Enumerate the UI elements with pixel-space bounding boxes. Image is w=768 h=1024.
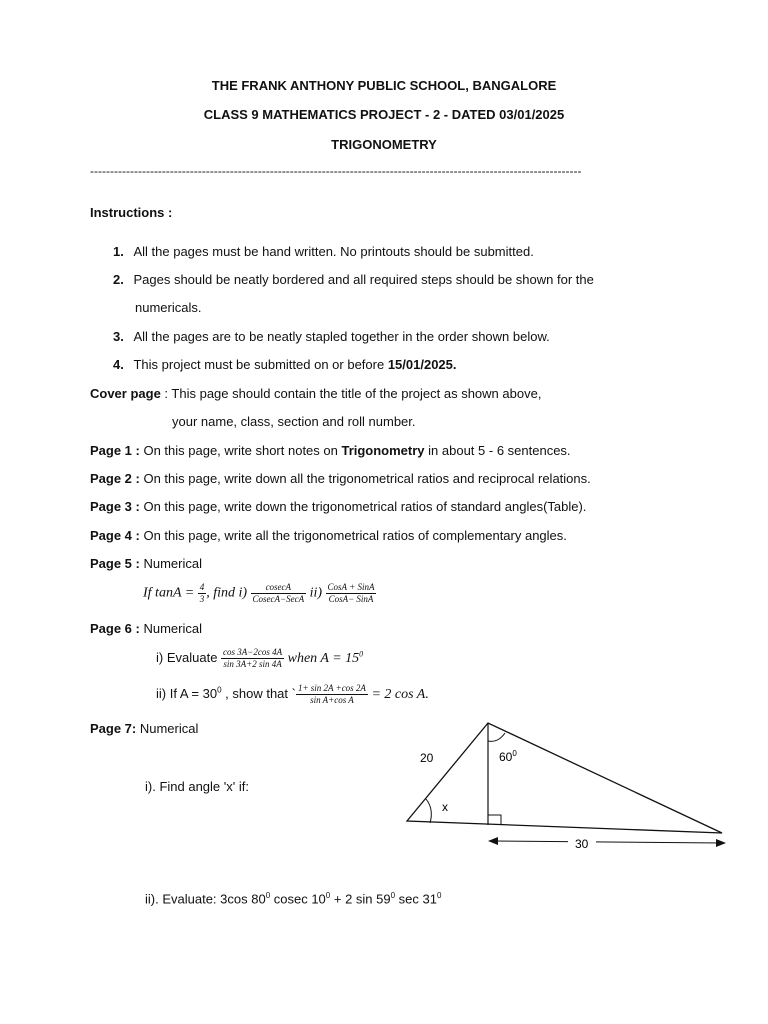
degree-sign: 0 <box>217 685 222 695</box>
page-text: Numerical <box>139 621 202 636</box>
page-7-line <box>90 721 198 736</box>
question-prefix: i) Evaluate <box>156 649 222 665</box>
page-2-line <box>90 471 591 486</box>
angle-60-arc <box>488 733 505 741</box>
page-text: On this page, write short notes on <box>139 443 342 458</box>
page-6-question-2 <box>156 683 429 706</box>
school-title: THE FRANK ANTHONY PUBLIC SCHOOL, BANGALORE <box>211 78 557 93</box>
page-text-tail: in about 5 - 6 sentences. <box>424 443 571 458</box>
item-text: All the pages must be hand written. No printouts should be submitted. <box>133 244 534 259</box>
cover-page-line <box>90 386 541 401</box>
project-title: CLASS 9 MATHEMATICS PROJECT - 2 - DATED 03/01/2025 <box>203 107 565 122</box>
item-number: 2. <box>113 272 124 287</box>
question-prefix: If tanA = <box>143 585 198 601</box>
instruction-item-2 <box>113 272 594 287</box>
angle-label-60 <box>499 749 517 764</box>
fraction-identity <box>296 683 368 706</box>
page-5-question <box>143 582 376 605</box>
arrow-right-icon <box>716 839 726 847</box>
degree-sign: 0 <box>265 891 271 900</box>
item-text: All the pages are to be neatly stapled together in the order shown below. <box>133 329 550 344</box>
item-number: 4. <box>113 357 124 372</box>
page-label: Page 5 : <box>90 556 140 571</box>
question-find: , find i) <box>206 585 248 601</box>
question-prefix: ii) If A = 30 <box>156 685 218 701</box>
numerator: cosecA <box>251 582 307 594</box>
denominator: 3 <box>199 594 205 604</box>
denominator: CosA− SinA <box>328 594 374 604</box>
keyword: Trigonometry <box>341 443 425 458</box>
page-3-line <box>90 499 586 514</box>
denominator: sin 3A+2 sin 4A <box>223 659 282 669</box>
page-text: Numerical <box>139 556 202 571</box>
numerator: 1+ sin 2A +cos 2A <box>297 683 366 693</box>
page-7-question-1: i). Find angle 'x' if: <box>145 779 249 794</box>
page-label: Page 1 : <box>90 443 140 458</box>
arrow-left-icon <box>488 837 498 845</box>
numerator: CosA + SinA <box>327 582 375 592</box>
triangle-figure <box>400 715 730 860</box>
degree-sign: 0 <box>512 749 517 758</box>
cover-label: Cover page <box>90 386 161 401</box>
question-part-ii: ii) <box>306 585 323 601</box>
cover-text-continued: your name, class, section and roll number. <box>172 414 416 429</box>
evaluate-part-1: ii). Evaluate: 3cos 80 <box>145 891 266 907</box>
instructions-heading: Instructions : <box>90 205 173 220</box>
base-label-30: 30 <box>575 837 589 851</box>
page-label: Page 2 : <box>90 471 140 486</box>
page-label: Page 3 : <box>90 499 140 514</box>
item-number: 1. <box>113 244 124 259</box>
page-label: Page 6 : <box>90 621 140 636</box>
page-text: On this page, write down all the trigonometrical ratios and reciprocal relations. <box>139 471 591 486</box>
degree-sign: 0 <box>390 891 396 900</box>
evaluate-part-4: sec 31 <box>395 891 437 907</box>
fraction-part-ii <box>326 582 377 605</box>
page-6-line <box>90 621 202 636</box>
angle-value: 60 <box>499 750 513 764</box>
triangle-outline <box>407 723 722 833</box>
evaluate-part-3: + 2 sin 59 <box>330 891 391 907</box>
page-label: Page 7: <box>90 721 137 736</box>
page-1-line <box>90 443 571 458</box>
item-text-continued: numericals. <box>135 300 202 315</box>
instruction-item-3 <box>113 329 550 344</box>
page-7-question-2 <box>145 891 441 906</box>
denominator: CosecA−SecA <box>252 594 305 604</box>
cover-text: : This page should contain the title of the project as shown above, <box>160 386 542 401</box>
angle-label-x: x <box>442 800 448 814</box>
page-text: On this page, write down the trigonometrical ratios of standard angles(Table). <box>139 499 587 514</box>
fraction-tan <box>198 582 207 605</box>
side-label-20: 20 <box>420 751 434 765</box>
page-4-line <box>90 528 567 543</box>
divider-line: --------------------------------------------------------------------------------------------------------------------------- <box>90 164 582 178</box>
question-show: , show that ` <box>221 685 296 701</box>
item-text: This project must be submitted on or before <box>133 357 388 372</box>
angle-x-arc <box>426 799 431 823</box>
page-label: Page 4 : <box>90 528 140 543</box>
page-6-question-1 <box>156 647 363 670</box>
numerator: cos 3A−2cos 4A <box>223 647 283 657</box>
item-text: Pages should be neatly bordered and all required steps should be shown for the <box>133 272 594 287</box>
identity-result: = 2 cos A. <box>367 686 429 702</box>
degree-sign: 0 <box>359 649 364 659</box>
degree-sign: 0 <box>325 891 331 900</box>
instruction-item-1 <box>113 244 534 259</box>
fraction-evaluate <box>221 647 284 670</box>
right-angle-marker <box>488 815 501 825</box>
condition: when A = 15 <box>284 650 360 666</box>
fraction-part-i <box>251 582 307 605</box>
evaluate-part-2: cosec 10 <box>270 891 326 907</box>
item-number: 3. <box>113 329 124 344</box>
degree-sign: 0 <box>436 891 442 900</box>
instruction-item-4 <box>113 357 457 372</box>
numerator: 4 <box>199 582 205 592</box>
topic-title: TRIGONOMETRY <box>331 137 437 152</box>
page-text: On this page, write all the trigonometrical ratios of complementary angles. <box>139 528 567 543</box>
page-5-line <box>90 556 202 571</box>
due-date: 15/01/2025. <box>387 357 457 372</box>
dimension-line <box>492 841 722 843</box>
denominator: sin A+cos A <box>310 695 354 705</box>
page-text: Numerical <box>136 721 199 736</box>
